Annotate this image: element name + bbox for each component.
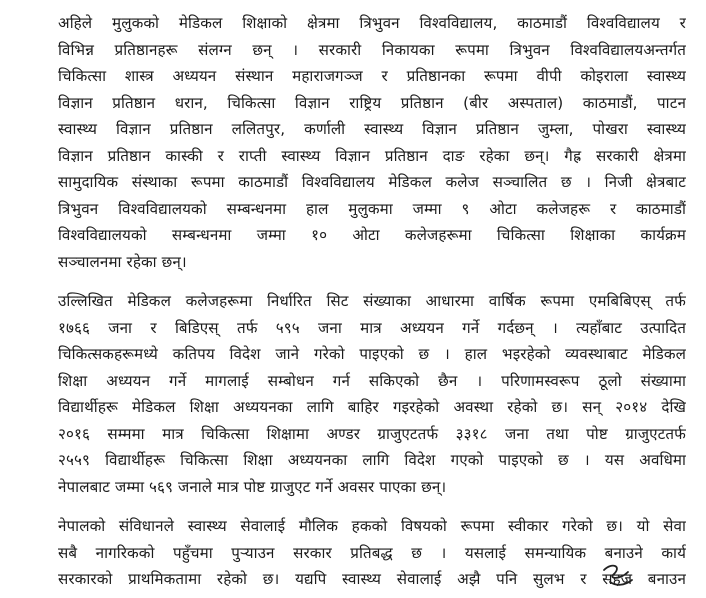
text-line: सबै नागरिकको पहुँचमा पुर्‍याउन सरकार प्रतिबद्ध छ । यसलाई समन्यायिक बनाउने कार्य xyxy=(58,543,686,562)
text-line: नेपालको संविधानले स्वास्थ्य सेवालाई मौलिक हकको विषयको रूपमा स्वीकार गरेको छ। यो सेवा xyxy=(58,517,686,535)
text-line: विभिन्न प्रतिष्ठानहरू संलग्न छन् । सरकारी निकायका रूपमा त्रिभुवन विश्वविद्यालयअन्तर्गत xyxy=(58,40,686,59)
paragraph-2 xyxy=(58,288,686,500)
text-line: सामुदायिक संस्थाका रूपमा काठमाडौं विश्वविद्यालय मेडिकल कलेज सञ्चालित छ । निजी क्षेत्रबाट xyxy=(58,173,686,191)
paragraph-3 xyxy=(58,513,686,593)
text-line: विज्ञान प्रतिष्ठान धरान, चिकित्सा विज्ञान राष्ट्रिय प्रतिष्ठान (बीर अस्पताल) काठमाडौं, पाटन xyxy=(58,93,686,112)
text-line: १७६६ जना र बिडिएस् तर्फ ५९५ जना मात्र अध्ययन गर्ने गर्दछन् । त्यहाँबाट उत्पादित xyxy=(58,318,686,337)
initials-signature xyxy=(598,560,638,590)
text-line: विश्वविद्यालयको सम्बन्धनमा जम्मा १० ओटा कलेजहरूमा चिकित्सा शिक्षाका कार्यक्रम xyxy=(58,226,686,244)
text-line: सञ्चालनमा रहेका छन्। xyxy=(58,252,187,271)
text-line: चिकित्सा शास्त्र अध्ययन संस्थान महाराजगञ्ज र प्रतिष्ठानका रूपमा वीपी कोइराला स्वास्थ्य xyxy=(58,67,686,85)
text-line: स्वास्थ्य विज्ञान प्रतिष्ठान ललितपुर, कर्णाली स्वास्थ्य विज्ञान प्रतिष्ठान जुम्ला, पोखरा स्वास्थ्य xyxy=(58,120,686,138)
text-line: नेपालबाट जम्मा ५६९ जनाले मात्र पोष्ट ग्राजुएट गर्ने अवसर पाएका छन्। xyxy=(58,477,447,496)
text-line: शिक्षा अध्ययन गर्ने मागलाई सम्बोधन गर्न सकिएको छैन । परिणामस्वरूप ठूलो संख्यामा xyxy=(58,371,686,390)
paragraph-1 xyxy=(58,10,686,275)
text-line: सरकारको प्राथमिकतामा रहेको छ। यद्यपि स्वास्थ्य सेवालाई अझै पनि सुलभ र सहज बनाउन xyxy=(58,570,686,588)
text-line: २५५९ विद्यार्थीहरू चिकित्सा शिक्षा अध्ययनका लागि विदेश गएको पाइएको छ । यस अवधिमा xyxy=(58,451,686,469)
text-line: विद्यार्थीहरू मेडिकल शिक्षा अध्ययनका लागि बाहिर गइरहेको अवस्था रहेको छ। सन् २०१४ देखि xyxy=(58,398,686,416)
text-line: त्रिभुवन विश्वविद्यालयको सम्बन्धनमा हाल मुलुकमा जम्मा ९ ओटा कलेजहरू र काठमाडौं xyxy=(58,199,686,218)
text-line: उल्लिखित मेडिकल कलेजहरूमा निर्धारित सिट संख्याका आधारमा वार्षिक रूपमा एमबिबिएस् तर्फ xyxy=(58,292,686,310)
text-line: चिकित्सकहरूमध्ये कतिपय विदेश जाने गरेको पाइएको छ । हाल भइरहेको व्यवस्थाबाट मेडिकल xyxy=(58,345,686,363)
text-line: २०१६ सम्ममा मात्र चिकित्सा शिक्षामा अण्डर ग्राजुएटतर्फ ३३१८ जना तथा पोष्ट ग्राजुएटतर्फ xyxy=(58,424,686,443)
text-line: विज्ञान प्रतिष्ठान कास्की र राप्ती स्वास्थ्य विज्ञान प्रतिष्ठान दाङ रहेका छन्। गैह्र सरकारी क्षेत्रमा xyxy=(58,146,686,165)
text-line: अहिले मुलुकको मेडिकल शिक्षाको क्षेत्रमा त्रिभुवन विश्वविद्यालय, काठमाडौं विश्वविद्यालय र xyxy=(58,14,686,32)
